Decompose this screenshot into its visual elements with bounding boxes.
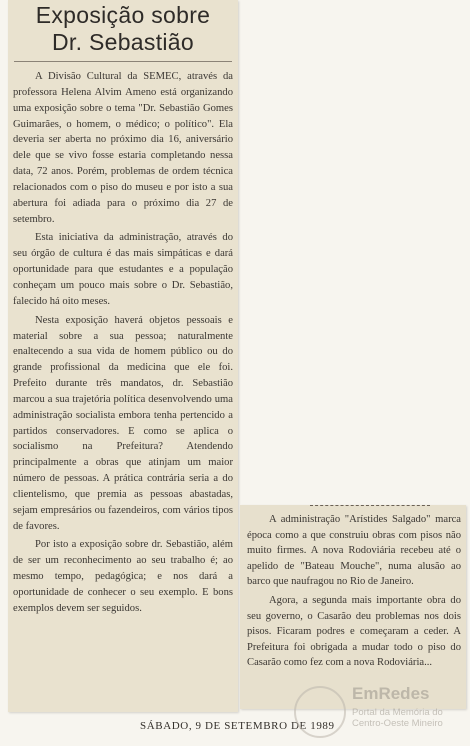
- article-body: [13, 69, 233, 617]
- watermark-title: EmRedes: [352, 684, 430, 703]
- publication-dateline: SÁBADO, 9 DE SETEMBRO DE 1989: [140, 720, 335, 732]
- article-continuation: [247, 512, 461, 671]
- article-paragraph: Nesta exposição haverá objetos pessoais e material sobre a sua pessoa; naturalmente enaltecendo a sua vida de homem público ou do grande profissional da medicina que ele foi. Prefeito durante três mandatos, dr. Sebastião marcou a sua trajetória política desenvolvendo uma administração socialista embora tenha pertencido a partidos conservadores. E como se aplica o socialismo na Prefeitura? Atendendo principalmente a obras que atinjam um maior número de pessoas. A prática contrária seria a do clientelismo, que premia as pessoas abastadas, sejam empresários ou fazendeiros, com vários tipos de favores.: [13, 314, 233, 532]
- article-paragraph: Agora, a segunda mais importante obra do seu governo, o Casarão deu problemas nos dois pisos. Ficaram podres e começaram a ceder. A Prefeitura foi obrigada a mudar todo o piso do Casarão como fez com a nova Rodoviária...: [247, 594, 461, 669]
- headline-divider: [14, 61, 232, 62]
- article-paragraph: A administração "Arístides Salgado" marca época como a que construiu obras com pisos não muito firmes. A nova Rodoviária recebeu até o apelido de "Bateau Mouche", numa alusão ao barco que naufragou no Rio de Janeiro.: [247, 514, 461, 588]
- portal-watermark: [290, 682, 468, 742]
- article-paragraph: A Divisão Cultural da SEMEC, através da professora Helena Alvim Ameno está organizando uma exposição sobre o tema "Dr. Sebastião Gomes Guimarães, o homem, o médico; o político". Ela deveria ser aberta no próximo dia 16, aniversário dele que se vivo fosse estaria completando nessa data, 72 anos. Porém, problemas de ordem técnica relacionados com o piso do museu e por isto a sua abertura foi adiada para o próximo dia 27 de setembro.: [13, 71, 233, 225]
- article-paragraph: Por isto a exposição sobre dr. Sebastião, além de ser um reconhecimento ao seu trabalho é; ao mesmo tempo, pedagógica; e nos dará a oportunidade de conhecer o seu exemplo. E bons exemplos devem ser seguidos.: [13, 539, 233, 614]
- headline-line-1: Exposição sobre: [35, 2, 211, 28]
- globe-logo-icon: [294, 686, 346, 738]
- article-paragraph: Esta iniciativa da administração, através do seu órgão de cultura é das mais simpáticas e dará oportunidade para que estudantes e a população conheçam um pouco mais sobre o Dr. Sebastião, falecido há oito meses.: [13, 232, 233, 307]
- watermark-subtitle: Portal da Memória do Centro-Oeste Mineiro: [352, 707, 443, 729]
- article-headline: [8, 2, 238, 56]
- headline-line-2: Dr. Sebastião: [52, 29, 194, 55]
